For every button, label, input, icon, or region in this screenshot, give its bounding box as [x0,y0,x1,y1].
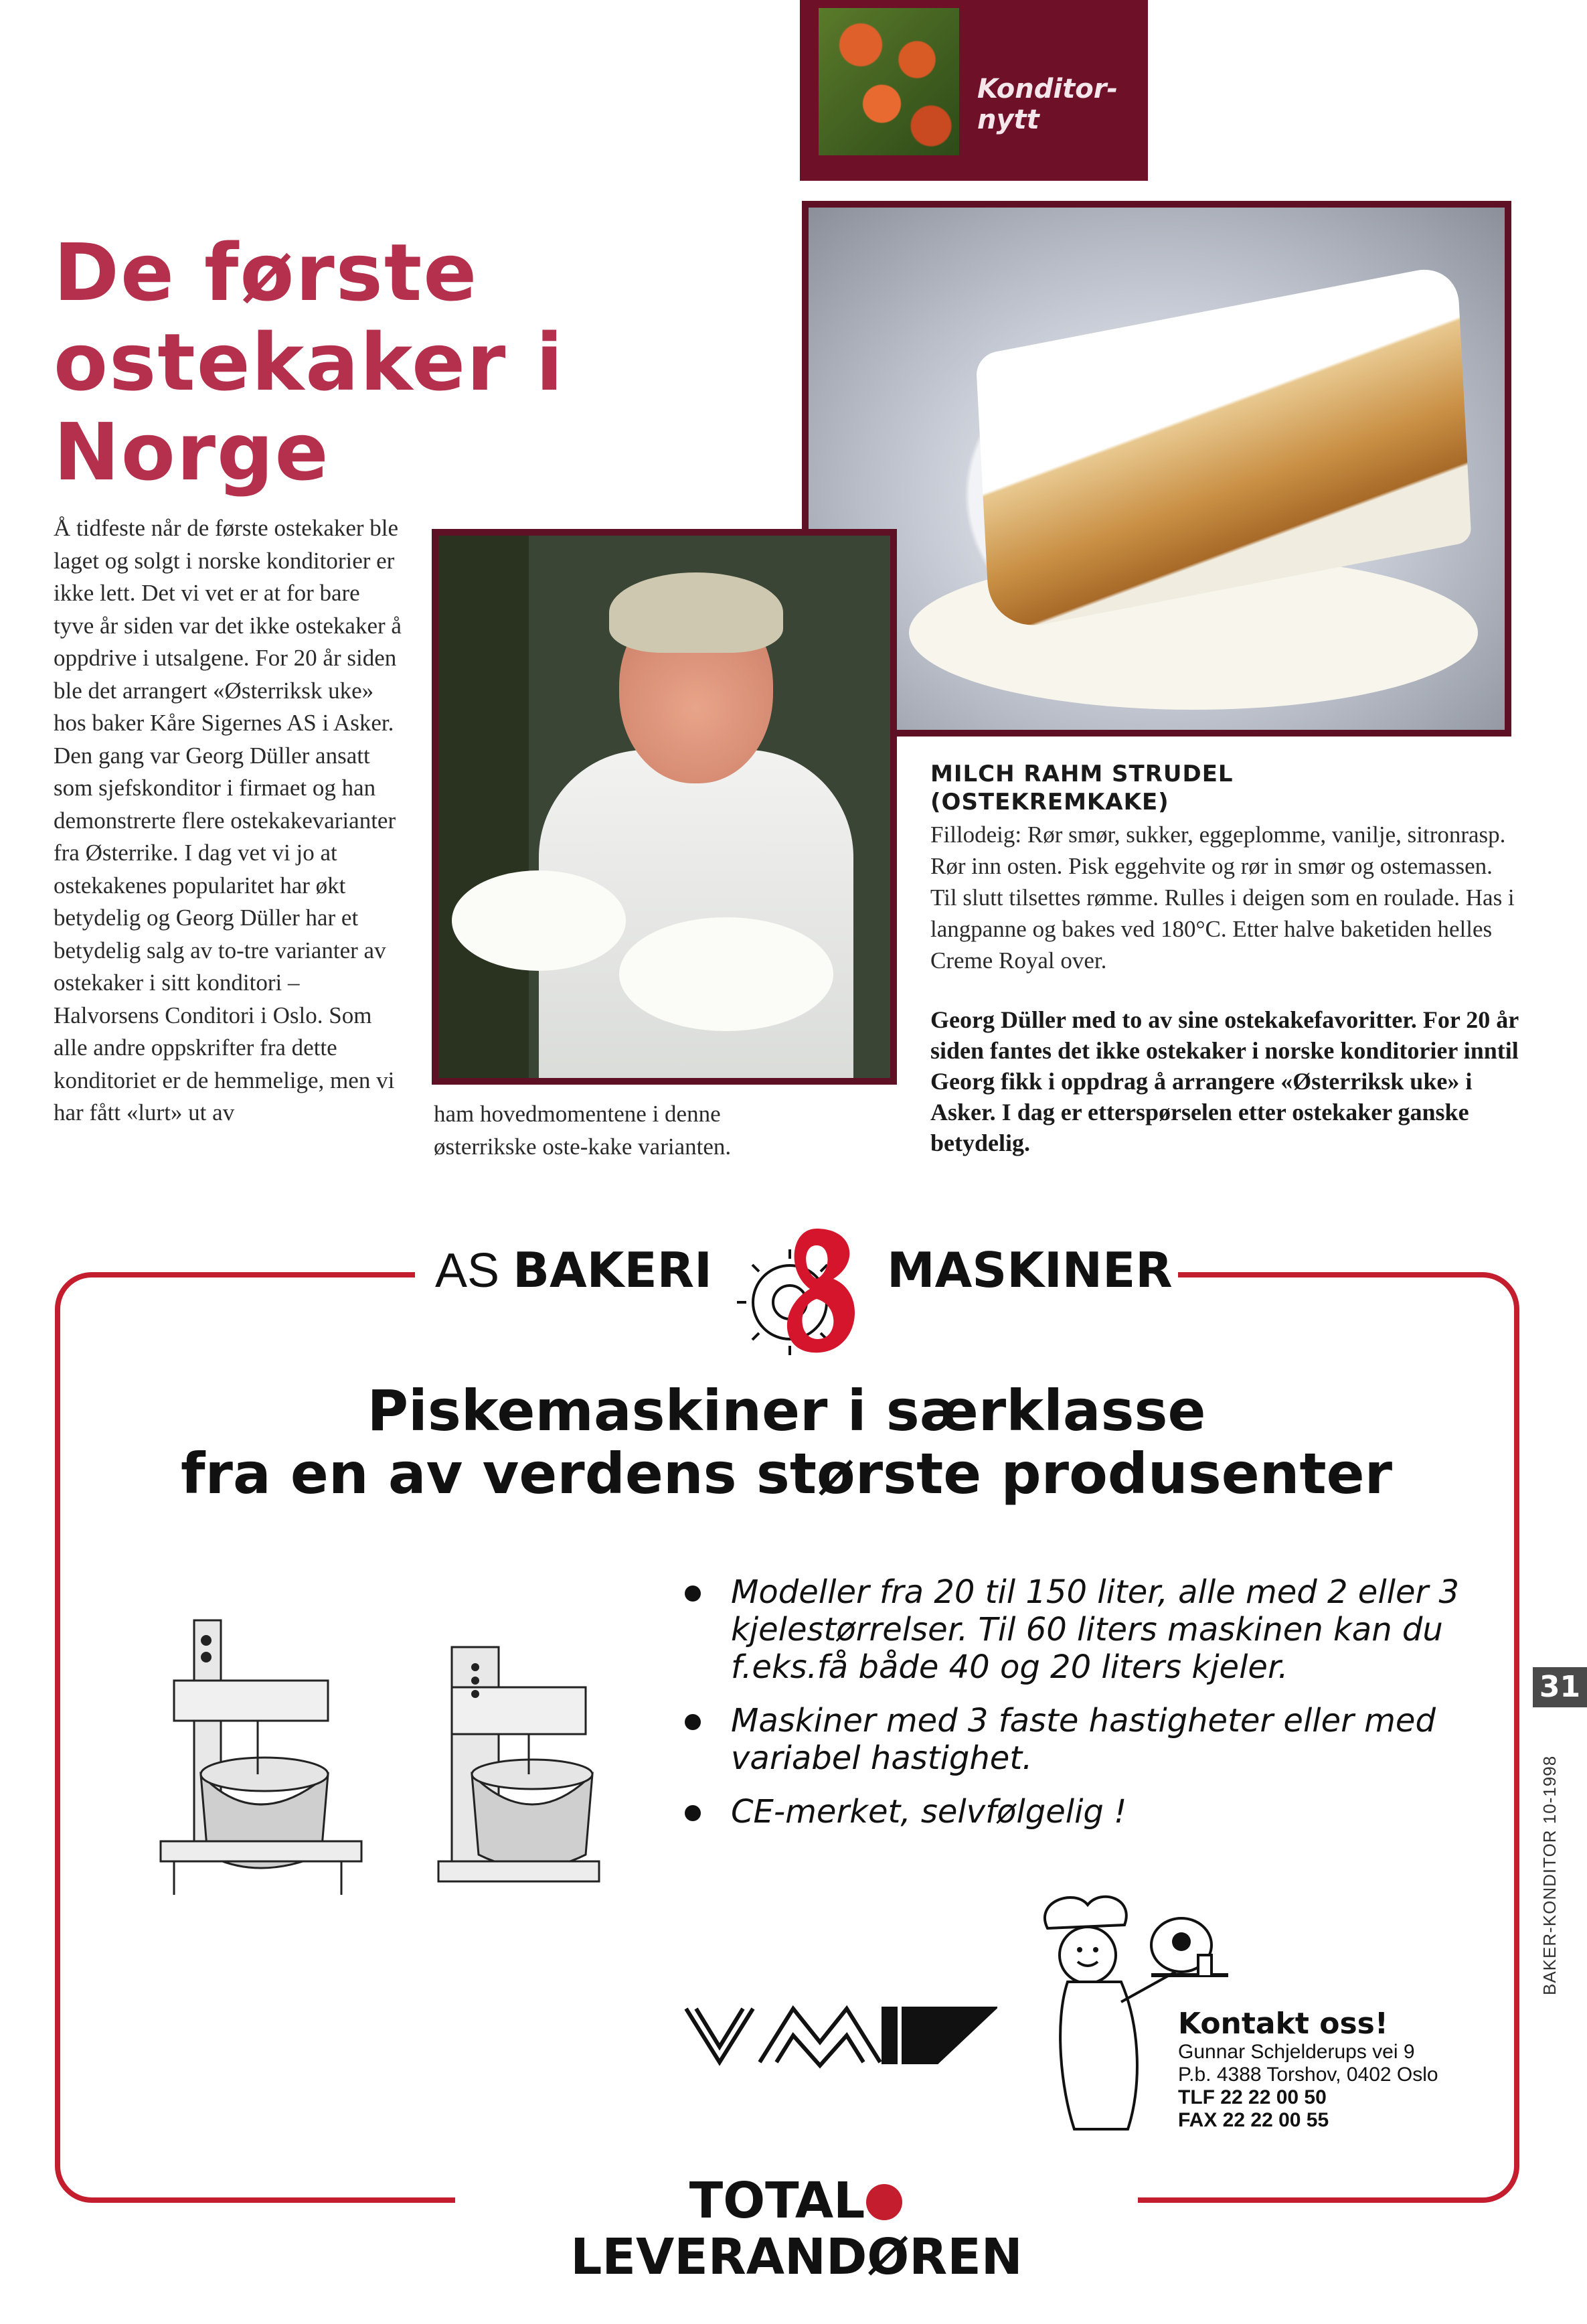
feature-item: CE-merket, selvfølgelig ! [679,1793,1483,1831]
chef-photo [432,529,897,1085]
article-body-continued: ham hovedmomentene i denne østerrikske oste-kake varianten. [434,1101,732,1160]
recipe-box [930,760,1519,976]
contact-fax: FAX 22 22 00 55 [1178,2109,1329,2131]
photo-plate [452,870,626,971]
article-body: Å tidfeste når de første ostekaker ble laget og solgt i norske konditorier er ikke lett. Det vi vet er at for bare tyve år siden var det ikke ostekaker å oppdrive i utsalgene. For 20 år siden ble det arrangert «Østerriksk uke» hos baker Kåre Sigernes AS i Asker. Den gang var Georg Düller ansatt som sjefskonditor i firmaet og han demonstrerte flere ostekakevarianter fra Østerrike. I dag vet vi jo at ostekakenes popularitet har økt betydelig og Georg Düller har et betydelig salg av to-tre varianter av ostekaker i sitt konditori – Halvorsens Conditori i Oslo. Som alle andre oppskrifter fra dette konditoriet er de hemmelige, men vi har fått «lurt» ut av [54,515,402,1126]
recipe-text: Fillodeig: Rør smør, sukker, eggeplomme, vanilje, sitronrasp. Rør inn osten. Pisk eggehvite og rør in smør og ostemassen. Til slutt tilsettes rømme. Rulles i deigen som en roulade. Has i langpanne og bakes ved 180°C. Etter halve baketiden helles Creme Royal over. [930,822,1515,974]
mixer-machine-small-icon [418,1640,619,1922]
photo-plate [619,917,833,1031]
photo-chef-hair [609,572,783,653]
article-headline: De første ostekaker i Norge [54,226,564,498]
ad-footer-left: TOTAL [689,2172,865,2230]
feature-list [679,1573,1483,1847]
fruit-photo [819,8,959,155]
ad-company-name-left [435,1242,712,1298]
ad-headline: Piskemaskiner i særklasse fra en av verdens største produsenter [180,1378,1393,1506]
contact-postbox: P.b. 4388 Torshov, 0402 Oslo [1178,2064,1438,2086]
contact-phone: TLF 22 22 00 50 [1178,2086,1327,2108]
strudel-photo [802,201,1511,737]
recipe-title: MILCH RAHM STRUDEL (OSTEKREMKAKE) [930,761,1234,816]
section-tag-label: Konditor- nytt [977,74,1118,135]
page-number: 31 [1533,1667,1587,1707]
photo-caption: Georg Düller med to av sine ostekakefavoritter. For 20 år siden fantes det ikke ostekaker i norske konditorier inntil Georg fikk i oppdrag å arrangere «Østerriksk uke» i Asker. I dag er etterspørselen etter ostekaker ganske betydelig. [930,1006,1519,1156]
section-tag [800,0,1148,181]
contact-block [1178,2007,1486,2132]
ad-footer-right: LEVERANDØREN [570,2228,1023,2286]
ad-footer [469,2173,1124,2285]
running-foot: BAKER-KONDITOR 10-1998 [1539,1755,1560,1995]
red-dot-icon [866,2184,902,2220]
ad-company-prefix: AS [435,1244,500,1298]
ad-company-word: BAKERI [513,1242,712,1298]
contact-address: Gunnar Schjelderups vei 9 [1178,2041,1415,2063]
mixer-machine-large-icon [134,1600,382,1915]
contact-title: Kontakt oss! [1178,2007,1388,2041]
feature-item: Modeller fra 20 til 150 liter, alle med 2 eller 3 kjelestørrelser. Til 60 liters maskinen kan du f.eks.få både 40 og 20 liters kjeler. [679,1573,1483,1686]
ad-company-name-right: MASKINER [887,1242,1173,1298]
vmi-logo-icon [683,1999,997,2072]
bakeri-maskiner-logo-icon [716,1215,877,1376]
feature-item: Maskiner med 3 faste hastigheter eller med variabel hastighet. [679,1702,1483,1777]
